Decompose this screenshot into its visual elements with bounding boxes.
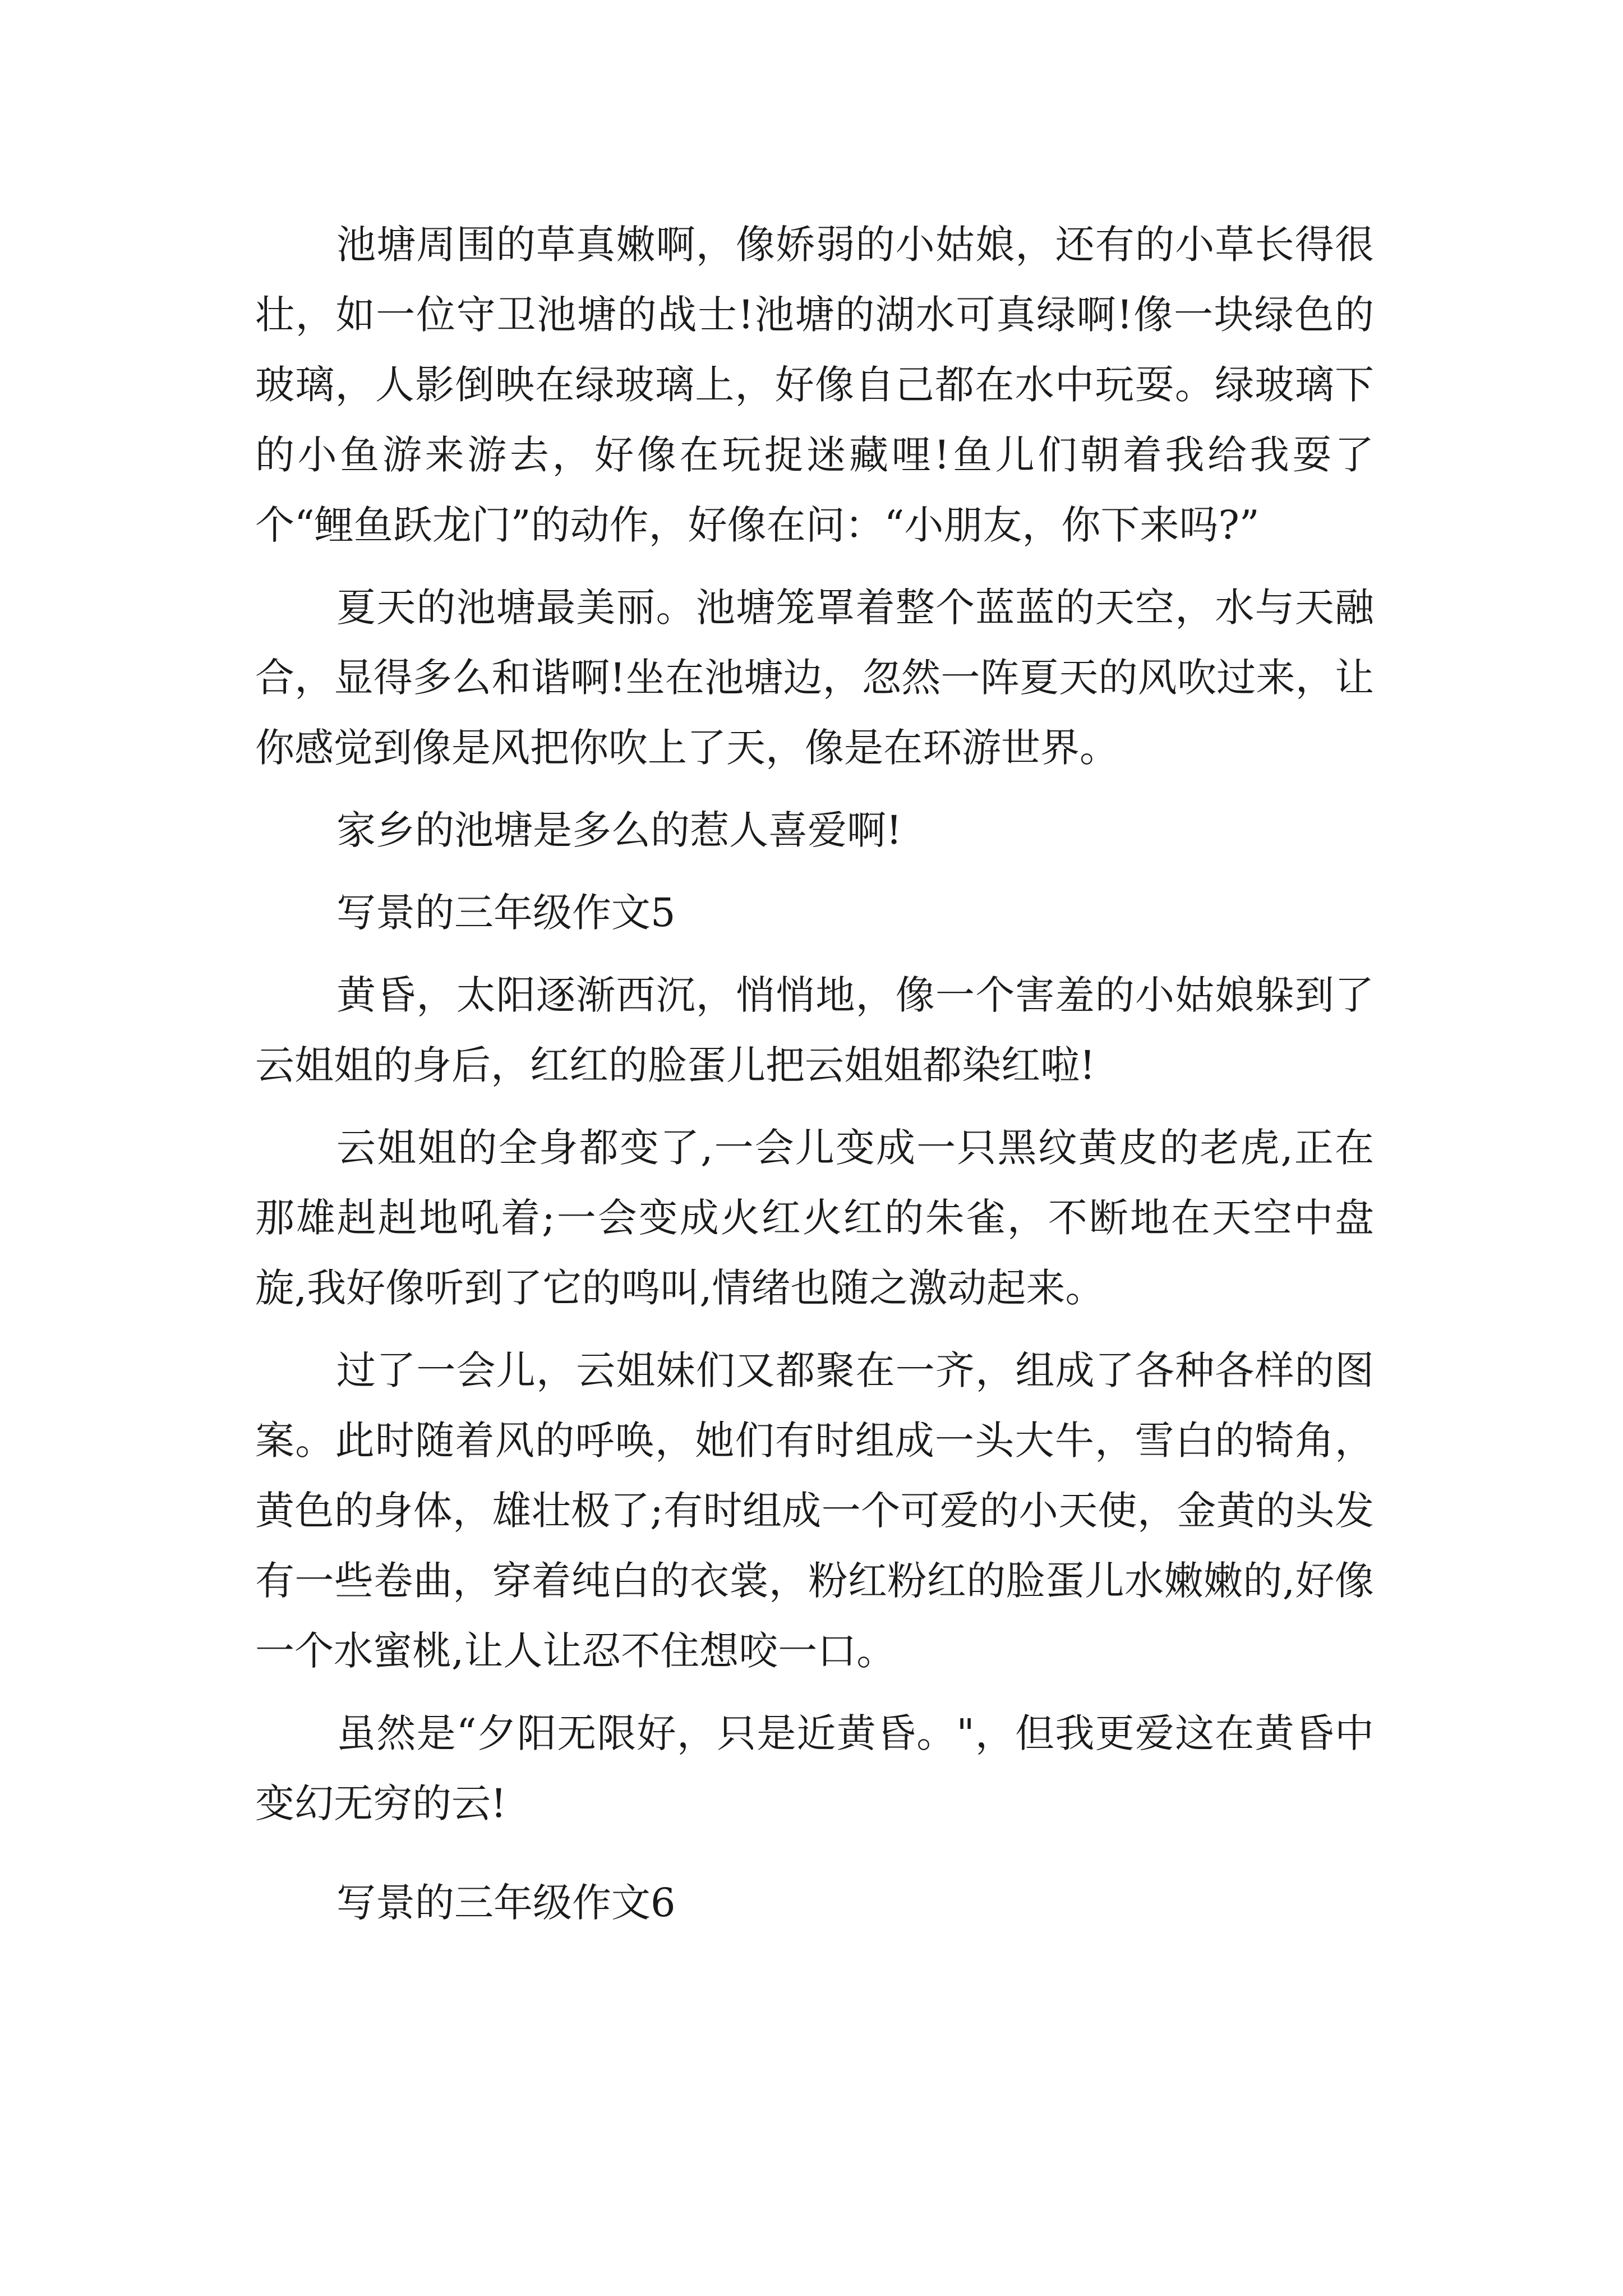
paragraph-dusk: 黄昏，太阳逐渐西沉，悄悄地，像一个害羞的小姑娘躲到了云姐姐的身后，红红的脸蛋儿把云姐姐都染红啦!: [255, 972, 1374, 1088]
paragraph-summer-pond: 夏天的池塘最美丽。池塘笼罩着整个蓝蓝的天空，水与天融合，显得多么和谐啊!坐在池塘边，忽然一阵夏天的风吹过来，让你感觉到像是风把你吹上了天，像是在环游世界。: [255, 585, 1374, 771]
essay-heading-6: 写景的三年级作文6: [336, 1880, 676, 1926]
paragraph-pond-grass: 池塘周围的草真嫩啊，像娇弱的小姑娘，还有的小草长得很壮，如一位守卫池塘的战士!池塘的湖水可真绿啊!像一块绿色的玻璃，人影倒映在绿玻璃上，好像自己都在水中玩耍。绿玻璃下的小鱼游来游去，好像在玩捉迷藏哩!鱼儿们朝着我给我耍了个“鲤鱼跃龙门”的动作，好像在问：“小朋友，你下来吗?”: [255, 222, 1374, 548]
paragraph-sunset-quote: 虽然是“夕阳无限好，只是近黄昏。"，但我更爱这在黄昏中变幻无穷的云!: [255, 1710, 1374, 1826]
paragraph-cloud-patterns: 过了一会儿，云姐妹们又都聚在一齐，组成了各种各样的图案。此时随着风的呼唤，她们有时组成一头大牛，雪白的犄角，黄色的身体，雄壮极了;有时组成一个可爱的小天使，金黄的头发有一些卷曲，穿着纯白的衣裳，粉红粉红的脸蛋儿水嫩嫩的,好像一个水蜜桃,让人让忍不住想咬一口。: [255, 1347, 1374, 1674]
essay-heading-5: 写景的三年级作文5: [336, 890, 676, 936]
document-body: [255, 210, 1374, 1950]
paragraph-hometown-pond: 家乡的池塘是多么的惹人喜爱啊!: [336, 807, 902, 853]
paragraph-cloud-changes: 云姐姐的全身都变了,一会儿变成一只黑纹黄皮的老虎,正在那雄赳赳地吼着;一会变成火红火红的朱雀，不断地在天空中盘旋,我好像听到了它的鸣叫,情绪也随之激动起来。: [255, 1125, 1374, 1311]
